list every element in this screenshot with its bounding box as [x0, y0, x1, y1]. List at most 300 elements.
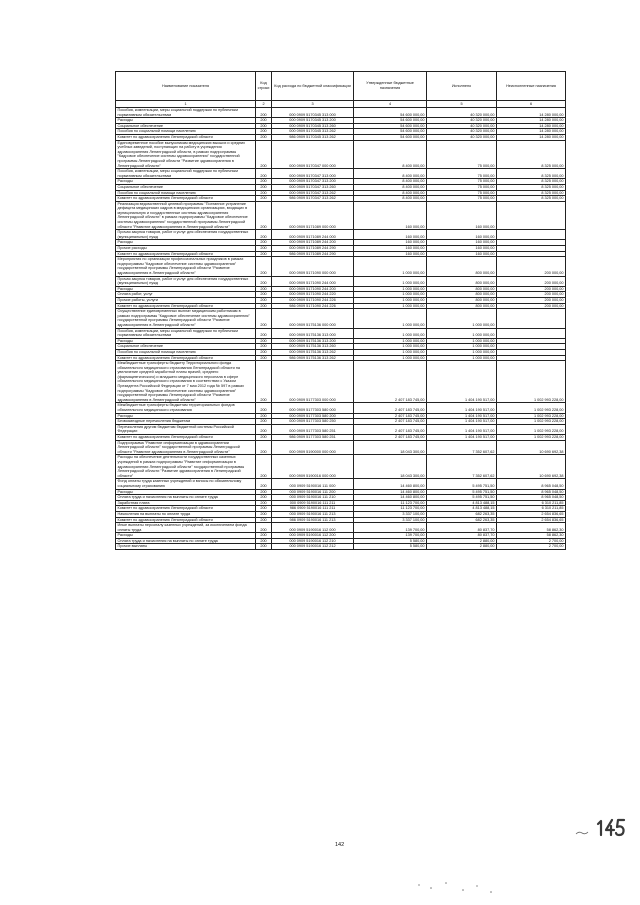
row-budget-code: 000 0909 5170345 313 262 — [272, 129, 354, 135]
row-unexecuted: 8 965 048,50 — [497, 495, 566, 501]
row-line-code: 200 — [256, 123, 272, 129]
row-line-code: 200 — [256, 455, 272, 479]
row-name: Прочая закупка товаров, работ и услуг для обеспечения государственных (муниципальных) нужд — [116, 276, 256, 286]
row-line-code: 200 — [256, 338, 272, 344]
row-line-code: 200 — [256, 201, 272, 230]
row-executed: 1 000 000,00 — [427, 309, 497, 328]
row-unexecuted: 14 280 000,00 — [497, 129, 566, 135]
row-line-code: 200 — [256, 297, 272, 303]
row-budget-code: 000 0909 5170347 000 000 — [272, 140, 354, 169]
budget-execution-table — [115, 71, 566, 550]
row-executed: 80 837,70 — [427, 523, 497, 533]
row-name: Межбюджетные трансферты бюджетам территориальных фондов обязательного медицинского страхования — [116, 403, 256, 413]
row-unexecuted — [497, 309, 566, 328]
row-executed: 75 000,00 — [427, 196, 497, 202]
row-executed: 800 000,00 — [427, 303, 497, 309]
row-name: Перечисления другим бюджетам бюджетной системы Российской Федерации — [116, 424, 256, 434]
row-unexecuted: 14 280 000,00 — [497, 118, 566, 124]
row-budget-code: 000 0909 5177303 580 200 — [272, 413, 354, 419]
row-line-code: 200 — [256, 413, 272, 419]
row-line-code: 200 — [256, 184, 272, 190]
row-budget-code: 000 0909 5170347 313 260 — [272, 184, 354, 190]
header-executed: Исполнено — [427, 72, 497, 101]
row-budget-code: 000 0909 5190000 000 000 — [272, 440, 354, 455]
row-name: Осуществление единовременных выплат медицинским работникам в рамках подпрограммы "Кадровое обеспечение системы здравоохранения" государственной программы Ленинградской области "Развитие здравоохранения в Ленинградской области" — [116, 309, 256, 328]
row-executed: 5 495 751,50 — [427, 495, 497, 501]
row-executed: 800 000,00 — [427, 276, 497, 286]
row-line-code: 200 — [256, 190, 272, 196]
row-name: Прочие расходы — [116, 246, 256, 252]
row-budget-code: 000 0909 5171090 244 000 — [272, 276, 354, 286]
row-budget-code: 000 0909 5177303 580 250 — [272, 419, 354, 425]
row-executed: 160 000,00 — [427, 246, 497, 252]
row-approved: 2 407 183 745,00 — [354, 435, 427, 441]
row-line-code: 200 — [256, 129, 272, 135]
row-unexecuted: 8 325 000,00 — [497, 179, 566, 185]
row-budget-code: 000 0909 5190016 112 212 — [272, 544, 354, 550]
row-name: Расходы — [116, 413, 256, 419]
row-executed: 682 263,35 — [427, 517, 497, 523]
header-unexecuted: Неисполненные назначения — [497, 72, 566, 101]
row-budget-code: 000 0909 5175136 000 000 — [272, 309, 354, 328]
row-executed: 4 813 488,15 — [427, 506, 497, 512]
row-budget-code: 986 0909 5170347 313 262 — [272, 196, 354, 202]
row-executed: 1 000 000,00 — [427, 344, 497, 350]
row-budget-code: 000 0909 5190016 112 210 — [272, 538, 354, 544]
row-unexecuted — [497, 201, 566, 230]
row-executed: 40 320 000,00 — [427, 134, 497, 140]
row-unexecuted: 2 654 836,65 — [497, 511, 566, 517]
row-line-code: 200 — [256, 140, 272, 169]
row-unexecuted: 1 002 993 228,00 — [497, 435, 566, 441]
row-unexecuted: 8 325 000,00 — [497, 184, 566, 190]
row-approved: 1 000 000,00 — [354, 257, 427, 276]
row-executed: 40 320 000,00 — [427, 108, 497, 118]
row-approved: 8 400 000,00 — [354, 169, 427, 179]
table-row — [116, 455, 566, 479]
table-row — [116, 440, 566, 455]
row-unexecuted — [497, 328, 566, 338]
row-approved: 160 000,00 — [354, 246, 427, 252]
row-name: Оплата труда и начисления на выплаты по оплате труда — [116, 538, 256, 544]
row-name: Комитет по здравоохранению Ленинградской области — [116, 196, 256, 202]
row-executed: 1 404 190 517,00 — [427, 435, 497, 441]
column-number-row — [116, 101, 566, 108]
row-name: Комитет по здравоохранению Ленинградской области — [116, 355, 256, 361]
row-line-code: 200 — [256, 495, 272, 501]
row-approved: 5 580,00 — [354, 544, 427, 550]
row-line-code: 200 — [256, 179, 272, 185]
row-unexecuted: 58 862,30 — [497, 533, 566, 539]
row-budget-code: 000 0909 5171089 244 200 — [272, 240, 354, 246]
row-budget-code: 000 0909 5171089 244 290 — [272, 246, 354, 252]
table-row — [116, 361, 566, 403]
row-unexecuted: 8 325 000,00 — [497, 190, 566, 196]
row-executed: 40 320 000,00 — [427, 129, 497, 135]
column-number: 6 — [497, 101, 566, 108]
row-approved: 2 407 183 745,00 — [354, 424, 427, 434]
row-name: Иные выплаты персоналу казенных учреждений, за исключением фонда оплаты труда — [116, 523, 256, 533]
row-name: Заработная плата — [116, 500, 256, 506]
row-executed: 5 495 751,50 — [427, 489, 497, 495]
row-executed: 1 404 190 517,00 — [427, 361, 497, 403]
row-name: Комитет по здравоохранению Ленинградской области — [116, 251, 256, 257]
row-budget-code: 000 0909 5175136 313 200 — [272, 338, 354, 344]
row-line-code: 200 — [256, 544, 272, 550]
table-row — [116, 169, 566, 179]
row-name: Единовременное пособие выпускникам медицинских высших и средних учебных заведений, поступающих на работу в учреждения здравоохранения Ленинградской области, в рамках подпрограммы "Кадровое обеспечение системы здравоохранения" государственной программы Ленинградской области "Развитие здравоохранения в Ленинградской области" — [116, 140, 256, 169]
row-executed: 160 000,00 — [427, 230, 497, 240]
row-unexecuted: 200 000,00 — [497, 292, 566, 298]
scan-speck — [430, 887, 432, 889]
row-executed: 160 000,00 — [427, 201, 497, 230]
row-budget-code: 000 0909 5190016 111 213 — [272, 511, 354, 517]
row-budget-code: 000 0909 5177303 580 251 — [272, 424, 354, 434]
row-line-code: 200 — [256, 523, 272, 533]
row-unexecuted: 1 002 993 228,00 — [497, 413, 566, 419]
row-approved: 54 600 000,00 — [354, 123, 427, 129]
row-name: Расходы — [116, 179, 256, 185]
row-line-code: 200 — [256, 230, 272, 240]
table-row — [116, 328, 566, 338]
row-budget-code: 000 0909 5170345 313 000 — [272, 108, 354, 118]
row-executed: 160 000,00 — [427, 251, 497, 257]
row-name: Расходы на обеспечение деятельности государственных казенных учреждений в рамках подпрограммы "Развитие информатизации в здравоохранении Ленинградской области" государственной программы Ленинградской области "Развитие здравоохранения в Ленинградской области" — [116, 455, 256, 479]
row-name: Расходы — [116, 533, 256, 539]
table-row — [116, 544, 566, 550]
row-approved: 54 600 000,00 — [354, 134, 427, 140]
row-approved: 5 580,00 — [354, 538, 427, 544]
row-approved: 8 400 000,00 — [354, 184, 427, 190]
row-name: Мероприятия по организации профессиональных праздников в рамках подпрограммы "Кадровое обеспечение системы здравоохранения" государственной программы Ленинградской области "Развитие здравоохранения в Ленинградской области" — [116, 257, 256, 276]
row-executed: 7 352 607,62 — [427, 440, 497, 455]
row-executed: 75 000,00 — [427, 179, 497, 185]
row-approved: 1 000 000,00 — [354, 297, 427, 303]
row-approved: 8 400 000,00 — [354, 190, 427, 196]
row-unexecuted: 58 862,30 — [497, 523, 566, 533]
column-number: 3 — [272, 101, 354, 108]
scan-speck — [476, 885, 478, 887]
row-executed: 800 000,00 — [427, 286, 497, 292]
row-name: Пособия, компенсации, меры социальной поддержки по публичным нормативным обязательствам — [116, 328, 256, 338]
row-budget-code: 986 0909 5175136 313 262 — [272, 355, 354, 361]
row-name: Пособия по социальной помощи населению — [116, 129, 256, 135]
row-approved: 1 000 000,00 — [354, 292, 427, 298]
row-executed: 40 320 000,00 — [427, 123, 497, 129]
row-unexecuted: 10 690 692,38 — [497, 455, 566, 479]
table-row — [116, 523, 566, 533]
row-name: Прочие выплаты — [116, 544, 256, 550]
row-approved: 3 337 100,00 — [354, 511, 427, 517]
row-budget-code: 986 0909 5190016 111 213 — [272, 517, 354, 523]
row-name: Комитет по здравоохранению Ленинградской области — [116, 303, 256, 309]
column-number: 4 — [354, 101, 427, 108]
row-line-code: 200 — [256, 500, 272, 506]
row-name: Начисления на выплаты по оплате труда — [116, 511, 256, 517]
row-name: Прочие работы, услуги — [116, 297, 256, 303]
row-name: Пособия по социальной помощи населению — [116, 349, 256, 355]
row-name: Расходы — [116, 240, 256, 246]
row-budget-code: 000 0909 5190016 111 200 — [272, 489, 354, 495]
row-unexecuted: 200 000,00 — [497, 303, 566, 309]
row-approved: 54 600 000,00 — [354, 129, 427, 135]
row-line-code: 200 — [256, 479, 272, 489]
row-unexecuted: 1 002 993 228,00 — [497, 419, 566, 425]
row-line-code: 200 — [256, 246, 272, 252]
row-executed: 1 404 190 517,00 — [427, 413, 497, 419]
row-line-code: 200 — [256, 424, 272, 434]
row-line-code: 200 — [256, 169, 272, 179]
row-unexecuted: 6 310 211,85 — [497, 500, 566, 506]
row-approved: 54 600 000,00 — [354, 118, 427, 124]
row-name: Социальное обеспечение — [116, 344, 256, 350]
row-line-code: 200 — [256, 108, 272, 118]
row-approved: 8 400 000,00 — [354, 179, 427, 185]
row-line-code: 200 — [256, 355, 272, 361]
stamped-page-number — [595, 816, 627, 838]
row-executed: 1 000 000,00 — [427, 349, 497, 355]
table-body — [116, 108, 566, 550]
row-executed: 7 352 607,62 — [427, 455, 497, 479]
row-unexecuted: 6 310 211,85 — [497, 506, 566, 512]
column-number: 5 — [427, 101, 497, 108]
row-budget-code: 000 0909 5190016 112 000 — [272, 523, 354, 533]
row-unexecuted: 2 700,00 — [497, 544, 566, 550]
row-budget-code: 000 0909 5175136 313 262 — [272, 349, 354, 355]
row-executed: 75 000,00 — [427, 140, 497, 169]
scan-speck — [418, 884, 420, 886]
row-name: Безвозмездные перечисления бюджетам — [116, 419, 256, 425]
row-approved: 1 000 000,00 — [354, 344, 427, 350]
row-unexecuted: 1 002 993 228,00 — [497, 361, 566, 403]
row-line-code: 200 — [256, 435, 272, 441]
row-budget-code: 000 0909 5190016 112 200 — [272, 533, 354, 539]
row-budget-code: 000 0909 5190016 111 211 — [272, 500, 354, 506]
header-name: Наименование показателя — [116, 72, 256, 101]
row-budget-code: 986 0909 5190016 111 211 — [272, 506, 354, 512]
page-number: 142 — [335, 842, 345, 848]
row-unexecuted: 8 965 048,50 — [497, 479, 566, 489]
row-unexecuted: 14 280 000,00 — [497, 134, 566, 140]
row-budget-code: 000 0909 5171090 244 226 — [272, 297, 354, 303]
row-name: Комитет по здравоохранению Ленинградской области — [116, 506, 256, 512]
row-approved: 2 407 183 745,00 — [354, 419, 427, 425]
row-line-code: 200 — [256, 517, 272, 523]
row-budget-code: 000 0909 5190016 000 000 — [272, 455, 354, 479]
row-approved: 11 123 700,00 — [354, 500, 427, 506]
row-line-code: 200 — [256, 328, 272, 338]
table-row — [116, 108, 566, 118]
row-name: Пособия, компенсации, меры социальной поддержки по публичным нормативным обязательствам — [116, 108, 256, 118]
row-executed: 1 000 000,00 — [427, 338, 497, 344]
row-approved: 139 700,00 — [354, 533, 427, 539]
row-name: Комитет по здравоохранению Ленинградской области — [116, 435, 256, 441]
row-executed: 1 000 000,00 — [427, 328, 497, 338]
row-approved: 18 043 300,00 — [354, 440, 427, 455]
row-name: Расходы — [116, 489, 256, 495]
row-line-code: 200 — [256, 196, 272, 202]
row-unexecuted: 2 654 836,65 — [497, 517, 566, 523]
header-line-code: Код строки — [256, 72, 272, 101]
row-executed: 1 404 190 517,00 — [427, 419, 497, 425]
row-executed: 4 813 488,15 — [427, 500, 497, 506]
row-budget-code: 986 0909 5171089 244 290 — [272, 251, 354, 257]
row-budget-code: 000 0909 5177303 580 000 — [272, 403, 354, 413]
row-name: Пособия, компенсации, меры социальной поддержки по публичным нормативным обязательствам — [116, 169, 256, 179]
row-line-code: 200 — [256, 134, 272, 140]
row-line-code: 200 — [256, 511, 272, 517]
row-budget-code: 000 0909 5175136 313 260 — [272, 344, 354, 350]
column-number: 2 — [256, 101, 272, 108]
row-budget-code: 000 0909 5190016 111 000 — [272, 479, 354, 489]
row-executed: 2 880,00 — [427, 544, 497, 550]
row-budget-code: 000 0909 5171090 244 200 — [272, 286, 354, 292]
row-budget-code: 000 0909 5170345 313 200 — [272, 118, 354, 124]
row-name: Расходы — [116, 286, 256, 292]
row-approved: 14 460 800,00 — [354, 489, 427, 495]
row-budget-code: 000 0909 5170347 313 262 — [272, 190, 354, 196]
row-approved: 18 043 300,00 — [354, 455, 427, 479]
scan-speck — [462, 889, 464, 891]
table-row — [116, 403, 566, 413]
row-line-code: 200 — [256, 344, 272, 350]
row-approved: 3 337 100,00 — [354, 517, 427, 523]
row-executed: 2 880,00 — [427, 538, 497, 544]
row-line-code: 200 — [256, 419, 272, 425]
table-row — [116, 424, 566, 434]
row-executed: 800 000,00 — [427, 257, 497, 276]
row-unexecuted: 8 325 000,00 — [497, 169, 566, 179]
row-executed: 75 000,00 — [427, 190, 497, 196]
row-name: Социальное обеспечение — [116, 184, 256, 190]
row-approved: 160 000,00 — [354, 251, 427, 257]
row-approved: 1 000 000,00 — [354, 355, 427, 361]
row-line-code: 200 — [256, 361, 272, 403]
row-executed: 1 404 190 517,00 — [427, 424, 497, 434]
row-line-code: 200 — [256, 292, 272, 298]
row-budget-code: 986 0909 5177303 580 251 — [272, 435, 354, 441]
row-budget-code: 986 0909 5171090 244 226 — [272, 303, 354, 309]
row-unexecuted: 1 002 993 228,00 — [497, 424, 566, 434]
row-executed: 160 000,00 — [427, 240, 497, 246]
row-name: Оплата труда и начисления на выплаты по оплате труда — [116, 495, 256, 501]
row-name: Расходы — [116, 338, 256, 344]
row-name: Оплата работ, услуг — [116, 292, 256, 298]
row-budget-code: 000 0909 5170345 313 260 — [272, 123, 354, 129]
row-line-code: 200 — [256, 489, 272, 495]
row-approved: 1 000 000,00 — [354, 286, 427, 292]
row-line-code: 200 — [256, 349, 272, 355]
row-approved: 139 700,00 — [354, 523, 427, 533]
row-name: Социальное обеспечение — [116, 123, 256, 129]
row-unexecuted: 14 280 000,00 — [497, 123, 566, 129]
row-approved: 1 000 000,00 — [354, 276, 427, 286]
row-unexecuted: 8 325 000,00 — [497, 140, 566, 169]
table-row — [116, 257, 566, 276]
row-line-code: 200 — [256, 440, 272, 455]
row-name: Расходы — [116, 118, 256, 124]
table-row — [116, 201, 566, 230]
row-unexecuted: 200 000,00 — [497, 286, 566, 292]
row-line-code: 200 — [256, 538, 272, 544]
row-name: Прочая закупка товаров, работ и услуг для обеспечения государственных (муниципальных) нужд — [116, 230, 256, 240]
row-approved: 2 407 183 745,00 — [354, 403, 427, 413]
row-budget-code: 000 0909 5170347 313 200 — [272, 179, 354, 185]
table-row — [116, 479, 566, 489]
table-header-row — [116, 72, 566, 101]
row-budget-code: 000 0909 5170347 313 000 — [272, 169, 354, 179]
row-unexecuted: 10 690 692,38 — [497, 440, 566, 455]
row-line-code: 200 — [256, 240, 272, 246]
row-name: Реализация ведомственной целевой программы "Поэтапное устранение дефицита медицинских кадров в медицинских организациях, входящих в муниципальную и государственные системы здравоохранения Ленинградской области" в рамках подпрограммы "Кадровое обеспечение системы здравоохранения" государственной программы Ленинградской области "Развитие здравоохранения в Ленинградской области" — [116, 201, 256, 230]
column-number: 1 — [116, 101, 256, 108]
table-row — [116, 276, 566, 286]
row-approved: 1 000 000,00 — [354, 349, 427, 355]
row-line-code: 200 — [256, 251, 272, 257]
row-approved: 2 407 183 745,00 — [354, 361, 427, 403]
row-unexecuted: 2 700,00 — [497, 538, 566, 544]
row-executed: 5 495 751,50 — [427, 479, 497, 489]
row-line-code: 200 — [256, 309, 272, 328]
header-approved: Утвержденные бюджетные назначения — [354, 72, 427, 101]
row-budget-code: 000 0909 5171090 000 000 — [272, 257, 354, 276]
row-name: Пособия по социальной помощи населению — [116, 190, 256, 196]
row-budget-code: 000 0909 5171089 000 000 — [272, 201, 354, 230]
row-budget-code: 986 0909 5170345 313 262 — [272, 134, 354, 140]
table-row — [116, 309, 566, 328]
row-approved: 11 123 700,00 — [354, 506, 427, 512]
row-approved: 2 407 183 745,00 — [354, 413, 427, 419]
row-name: Комитет по здравоохранению Ленинградской области — [116, 517, 256, 523]
row-executed: 75 000,00 — [427, 184, 497, 190]
row-approved: 1 000 000,00 — [354, 303, 427, 309]
row-line-code: 200 — [256, 533, 272, 539]
row-approved: 160 000,00 — [354, 240, 427, 246]
row-unexecuted — [497, 230, 566, 240]
row-line-code: 200 — [256, 286, 272, 292]
row-approved: 8 400 000,00 — [354, 196, 427, 202]
row-line-code: 200 — [256, 403, 272, 413]
row-line-code: 200 — [256, 118, 272, 124]
row-budget-code: 000 0909 5171090 244 220 — [272, 292, 354, 298]
row-approved: 54 600 000,00 — [354, 108, 427, 118]
row-approved: 8 400 000,00 — [354, 140, 427, 169]
row-approved: 1 000 000,00 — [354, 309, 427, 328]
row-name: Комитет по здравоохранению Ленинградской области — [116, 134, 256, 140]
row-executed: 1 000 000,00 — [427, 355, 497, 361]
row-approved: 14 460 800,00 — [354, 479, 427, 489]
row-unexecuted: 8 325 000,00 — [497, 196, 566, 202]
row-executed: 40 320 000,00 — [427, 118, 497, 124]
row-name: Фонд оплаты труда казенных учреждений и взносы по обязательному социальному страхованию — [116, 479, 256, 489]
row-approved: 160 000,00 — [354, 230, 427, 240]
row-unexecuted: 8 965 048,50 — [497, 489, 566, 495]
row-line-code: 200 — [256, 303, 272, 309]
pen-mark — [575, 830, 589, 836]
table-row — [116, 140, 566, 169]
row-approved: 160 000,00 — [354, 201, 427, 230]
row-budget-code: 000 0909 5171089 244 000 — [272, 230, 354, 240]
row-executed: 800 000,00 — [427, 292, 497, 298]
scan-speck — [490, 891, 492, 893]
scan-speck — [445, 882, 447, 884]
row-executed: 1 404 190 517,00 — [427, 403, 497, 413]
row-executed: 75 000,00 — [427, 169, 497, 179]
row-unexecuted: 200 000,00 — [497, 276, 566, 286]
row-approved: 1 000 000,00 — [354, 328, 427, 338]
row-line-code: 200 — [256, 276, 272, 286]
row-unexecuted: 14 280 000,00 — [497, 108, 566, 118]
